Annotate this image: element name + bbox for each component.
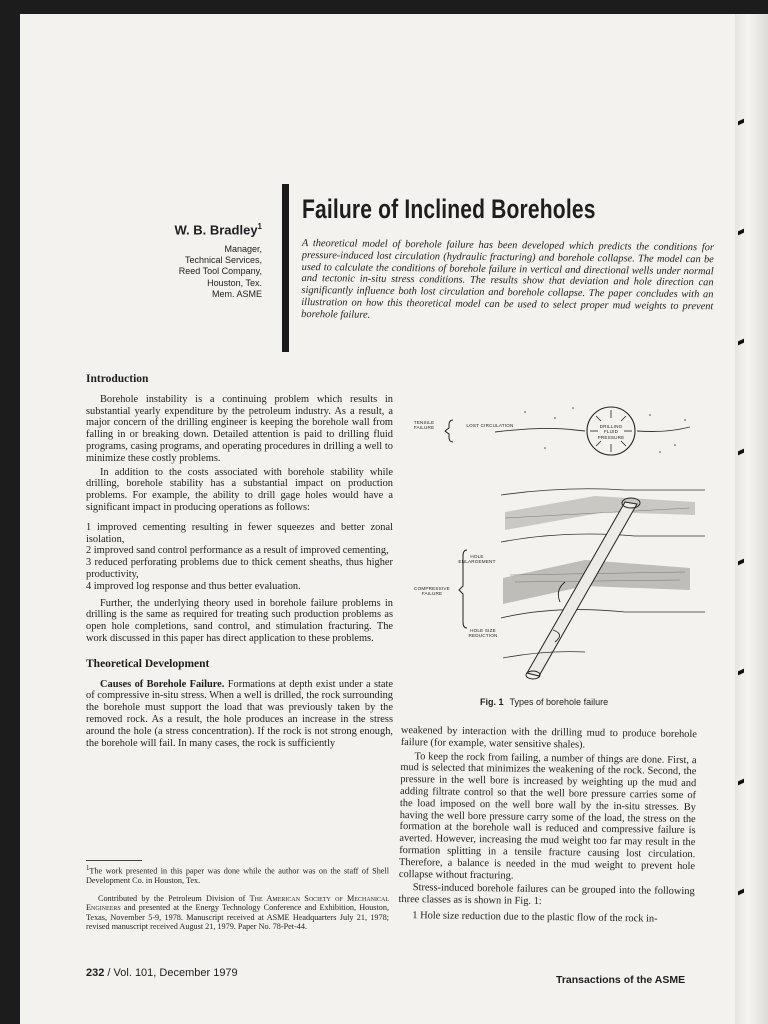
left-column (86, 374, 393, 751)
list-item: 1 Hole size reduction due to the plastic flow of the rock in- (412, 910, 658, 925)
paragraph: Borehole instability is a continuing problem which results in substantial yearly expenditure by the petroleum industry. As a result, a major concern of the drilling engineer is keeping the borehole wall from falling in or breaking down. Detailed attention is paid to drilling fluid programs, casing programs, and operating procedures in drilling a well to minimize these costly problems. (86, 393, 393, 464)
label-drilling-fluid-pressure: DRILLING FLUID PRESSURE (597, 424, 625, 440)
journal-name: Transactions of the ASME (556, 974, 686, 986)
paragraph: Stress-induced borehole failures can be grouped into the following three classes as is shown in Fig. 1: (398, 882, 695, 908)
abstract: A theoretical model of borehole failure has been developed which predicts the conditions for pressure-induced lost circulation (hydraulic fracturing) and borehole collapse. The model can be used to calculate the conditions of borehole failure in vertical and directional wells under normal and tectonic in-situ stress conditions. The results show that deviation and hole direction can significantly influence both lost circulation and borehole collapse. The paper concludes with an illustration on how this theoretical model can be used to select proper mud weights to prevent borehole failure. (301, 238, 714, 321)
label-hole-size-reduction: HOLE SIZE REDUCTION (468, 628, 498, 639)
right-column (398, 725, 697, 928)
figure-caption: Fig. 1 Types of borehole failure (480, 697, 609, 707)
paragraph: Further, the underlying theory used in borehole failure problems in drilling is the same as required for treating such production problems as open hole completions, sand control, and stimulation fracturing. The work discussed in this paper has direct application to these problems. (86, 597, 393, 644)
label-compressive-failure: COMPRESSIVE FAILURE (414, 586, 450, 597)
numbered-list (86, 522, 393, 593)
paragraph: Causes of Borehole Failure. Formations at depth exist under a state of compressive in-situ stress. When a well is drilled, the rock surrounding the borehole must support the load that was previously taken by the removed rock. As a result, the hole produces an increase in the stress around the hole (a stress concentration). If the rock is not strong enough, the borehole will fail. In many cases, the rock is sufficiently (86, 678, 393, 749)
page-number: 232 (86, 967, 105, 979)
paragraph: weakened by interaction with the drilling mud to produce borehole failure (for example, water sensitive shales). (400, 725, 697, 751)
section-heading-theory: Theoretical Development (86, 657, 210, 670)
list-item: 1 improved cementing resulting in fewer squeezes and better zonal isolation, (86, 521, 393, 545)
list-item: 2 improved sand control performance as a result of improved cementing, (86, 545, 389, 557)
label-hole-enlargement: HOLE ENLARGEMENT (458, 554, 496, 565)
contribution-note: Contributed by the Petroleum Division of The American Society of Mechanical Engineers and presented at the Energy Technology Conference and Exhibition, Houston, Texas, November 5-9, 1978. Manuscript received at ASME Headquarters July 21, 1978; revised manuscript received August 21, 1979. Paper No. 78-Pet-44. (86, 894, 390, 932)
footnote-rule (86, 860, 142, 861)
paper-title: Failure of Inclined Boreholes (302, 194, 596, 224)
figure-1 (405, 390, 710, 710)
list-item: 4 improved log response and thus better evaluation. (86, 580, 301, 592)
author-affiliation: Manager, Technical Services, Reed Tool Company, Houston, Tex. Mem. ASME (178, 244, 262, 299)
list-item: 3 reduced perforating problems due to thick cement sheaths, thus higher productivity, (86, 557, 393, 580)
borehole-failure-drawing (405, 390, 710, 710)
label-lost-circulation: LOST CIRCULATION (466, 423, 514, 428)
page-footer-left: 232 / Vol. 101, December 1979 (86, 967, 238, 979)
title-rule (282, 184, 289, 352)
paragraph: To keep the rock from failing, a number of things are done. First, a mud is selected that minimizes the weakening of the rock. Second, the pressure in the well bore is increased by weighting up the mud and adding filtrate control so that the well bore pressure carries some of the load imposed on the well bore wall by the in-situ stresses. By having the well bore pressure carry some of the load, the stress on the formation at the borehole wall is reduced and compressive failure is averted. However, increasing the mud weight too far may result in the formation splitting in a tensile fracture causing lost circulation. Therefore, a balance is needed in the mud weight to prevent hole collapse without fracturing. (398, 750, 697, 882)
run-in-heading: Causes of Borehole Failure. (100, 678, 225, 690)
section-heading-introduction: Introduction (86, 373, 149, 385)
author-name: W. B. Bradley$^1$ (174, 222, 262, 238)
paragraph: In addition to the costs associated with borehole stability while drilling, borehole stability has a substantial impact on production problems. For example, the ability to drill gage holes would have a significant impact in producing operations as follows: (86, 466, 393, 513)
next-page-edge (735, 14, 768, 1024)
footnote: $^1$The work presented in this paper was done while the author was on the staff of Shell Development Co. in Houston, Tex. (86, 865, 389, 886)
label-tensile-failure: TENSILE FAILURE (413, 420, 435, 431)
